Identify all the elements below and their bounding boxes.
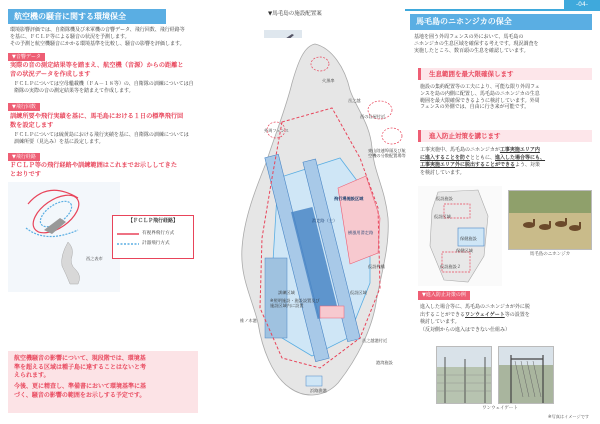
map-label-training-note bbox=[270, 298, 320, 308]
heading-flight-route bbox=[10, 162, 250, 179]
right-intro bbox=[414, 34, 594, 54]
left-section-title: 航空機の騒音に関する環境保全 bbox=[8, 9, 166, 24]
mini-map-label: 保健区域 bbox=[456, 248, 473, 253]
body-line: 訓練所要（見込み）を基に設定します。 bbox=[14, 138, 104, 145]
map-label-fence: 外周フェンス bbox=[264, 128, 289, 133]
text-run: 工事実施中、馬毛島のニホンジカが bbox=[420, 147, 500, 153]
map-label-hibashi: 火黒串 bbox=[322, 78, 335, 83]
text-run: を検討しています。 bbox=[420, 169, 465, 176]
mini-map-label: 仮設施設２ bbox=[440, 264, 461, 269]
map-label-temp-pier: 仮設桟橋 bbox=[368, 264, 385, 269]
island-label: 西之表市 bbox=[86, 256, 103, 261]
noise-conclusion-box bbox=[8, 351, 198, 413]
tag-prevention-example: ▼進入防止対策の例 bbox=[418, 291, 470, 300]
body-line: ＦＣＬＰについては空母艦載機（ＦＡ－１８等）の、自衛隊の訓練については自 bbox=[14, 81, 194, 87]
heading-line: とおりです bbox=[10, 170, 41, 178]
map-label-dock: 岳之越 bbox=[348, 98, 361, 103]
text-run-bold: 工事実施エリア外に脱出することができる bbox=[420, 162, 516, 168]
note-line: えられます。 bbox=[14, 372, 50, 380]
header-line bbox=[405, 9, 600, 11]
heading-line: 訓練所要や飛行実績を基に、馬毛島における１日の標準飛行回 bbox=[10, 113, 184, 120]
text-run-bold: 工事実施エリア内 bbox=[499, 147, 540, 153]
text-prevention bbox=[420, 304, 595, 334]
page-number: -04- bbox=[564, 0, 600, 10]
mini-map-label: 仮設施設 bbox=[436, 196, 453, 201]
heading-intrusion: 進入防止対策を講じます bbox=[418, 130, 592, 142]
text-run: よう、対策 bbox=[515, 162, 541, 168]
dashed-line-icon bbox=[117, 241, 139, 247]
heading-line: ＦＣＬＰ等の飛行経路や訓練範囲はこれまでお示ししてきた bbox=[10, 162, 178, 169]
gate-photo-right bbox=[498, 346, 554, 404]
map-label-dock-area: 仮設区域 bbox=[350, 290, 367, 295]
note-line: ※照明施設・施設設置及び bbox=[270, 298, 320, 303]
map-label-runway: 滑走路（主） bbox=[312, 218, 338, 223]
body-line: （反対側からの進入はできない仕組み） bbox=[420, 326, 511, 333]
map-label-crosswind: 横風用滑走路 bbox=[348, 230, 374, 235]
note-line: 準を超える区域は種子島に達することはないと考 bbox=[14, 363, 147, 371]
note-line: 航空機騒音の影響について、現段階では、環境基 bbox=[14, 355, 146, 362]
body-line: フェンスの外側では、自由に行き来が可能です。 bbox=[420, 104, 530, 111]
map-title: ▼馬毛島の施設配置案 bbox=[268, 11, 322, 17]
map-label-cliff: 西の岩屋付近 bbox=[360, 114, 386, 119]
body-line: ＦＣＬＰについては硫黄島における飛行実績を基に、自衛隊の訓練については bbox=[14, 132, 189, 138]
map-label-harbor: 浜路漁港 bbox=[310, 388, 327, 393]
flight-route-diagram bbox=[8, 182, 120, 292]
intro-line: 環境影響評価では、自衛隊機及び米軍機の音響データ、飛行回数、飛行経路等 bbox=[10, 27, 185, 33]
body-line: 範囲を最大限確保できるように検討しています。外周 bbox=[420, 97, 540, 104]
legend-item bbox=[117, 241, 189, 247]
note-line: 今後、更に精査し、準備書において環境基準に基 bbox=[14, 383, 147, 391]
text-run: とともに、 bbox=[470, 154, 496, 161]
heading-line: 音の状況データを作成します bbox=[10, 70, 91, 78]
route-legend bbox=[112, 215, 194, 259]
mini-map-label: 仮設区域 bbox=[434, 214, 451, 219]
heading-habitat: 生息範囲を最大限確保します bbox=[418, 68, 592, 80]
deer-photo-caption: 馬毛島のニホンジカ bbox=[529, 252, 571, 257]
intro-line: その予測と航空機騒音にかかる環境基準を比較し、騒音の影響を評価します。 bbox=[10, 40, 185, 47]
text-run: 出することができる bbox=[420, 311, 466, 318]
map-label-east: 東山陸連埠頭及び航空機の分散配置場等 bbox=[368, 148, 406, 159]
text-run-bold: 進入した場合等にも、 bbox=[495, 154, 546, 161]
text-run: 等の設置を bbox=[504, 311, 530, 318]
heading-line: 実際の音の測定結果等を踏まえ、航空機（音源）からの距離と bbox=[10, 62, 184, 69]
gate-photo-caption: ワンウェイゲート bbox=[482, 406, 518, 411]
text-habitat bbox=[420, 84, 595, 111]
map-label-plan: 飛行場施設区域 bbox=[334, 196, 364, 201]
text-run-bold: ワンウェイゲート bbox=[465, 311, 505, 318]
body-line: ンスを島の内側に配置し、馬毛島のニホンジカの生息 bbox=[420, 90, 540, 97]
legend-item bbox=[117, 231, 189, 237]
body-line: 進入した場合等に、馬毛島のニホンジカが外に脱 bbox=[420, 304, 530, 310]
right-section-title: 馬毛島のニホンジカの保全 bbox=[410, 14, 592, 30]
legend-title: 【ＦＣＬＰ飛行経路】 bbox=[127, 218, 178, 224]
deer-photo bbox=[508, 190, 592, 250]
map-label-training: 訓練区域 bbox=[278, 290, 295, 295]
body-line: 検討しています。 bbox=[420, 319, 460, 325]
heading-line: 数を設定します bbox=[10, 121, 54, 129]
solid-line-icon bbox=[117, 231, 139, 237]
text-intrusion bbox=[420, 147, 595, 177]
text-run-bold: に進入することを防ぐ bbox=[420, 154, 471, 161]
tag-flight-count: ▼飛行回数 bbox=[8, 103, 40, 111]
intro-line: 基地を囲う外周フェンスの外において、馬毛島の bbox=[414, 34, 524, 40]
note-line: 施設区域内に設置 bbox=[270, 303, 304, 309]
mini-map-label: 保健施設 bbox=[460, 236, 477, 241]
legend-label: 有視界飛行方式 bbox=[142, 230, 175, 236]
note-line: づく、騒音の影響の範囲をお示しする予定です。 bbox=[14, 391, 146, 399]
map-label-shiinoki: 椎ノ木港 bbox=[240, 318, 257, 323]
body-line: 衛隊の実際の音の測定結果等を踏まえて作成します。 bbox=[14, 87, 134, 94]
gate-photo-left bbox=[436, 346, 492, 404]
legend-label: 計器飛行方式 bbox=[142, 240, 170, 246]
photo-note: ※写真はイメージです bbox=[548, 414, 590, 419]
intro-line: 実施したところ、数百頭の生息を確認しています。 bbox=[414, 47, 529, 54]
tag-flight-route: ▼飛行経路 bbox=[8, 153, 40, 161]
map-label-port-area: 岳之越港付近 bbox=[362, 338, 388, 343]
body-line: 施設の集約配置等の工夫により、可能な限り外周フェ bbox=[420, 84, 540, 90]
tag-sound-data: ▼音響データ bbox=[8, 53, 45, 61]
map-label-port-facility: 港湾施設 bbox=[376, 360, 393, 365]
intro-line: ニホンジカの生息区域を確保する考えです。現況調査を bbox=[414, 40, 539, 47]
intro-line: を基に、ＦＣＬＰ等による騒音の状況を予測します。 bbox=[10, 33, 130, 40]
